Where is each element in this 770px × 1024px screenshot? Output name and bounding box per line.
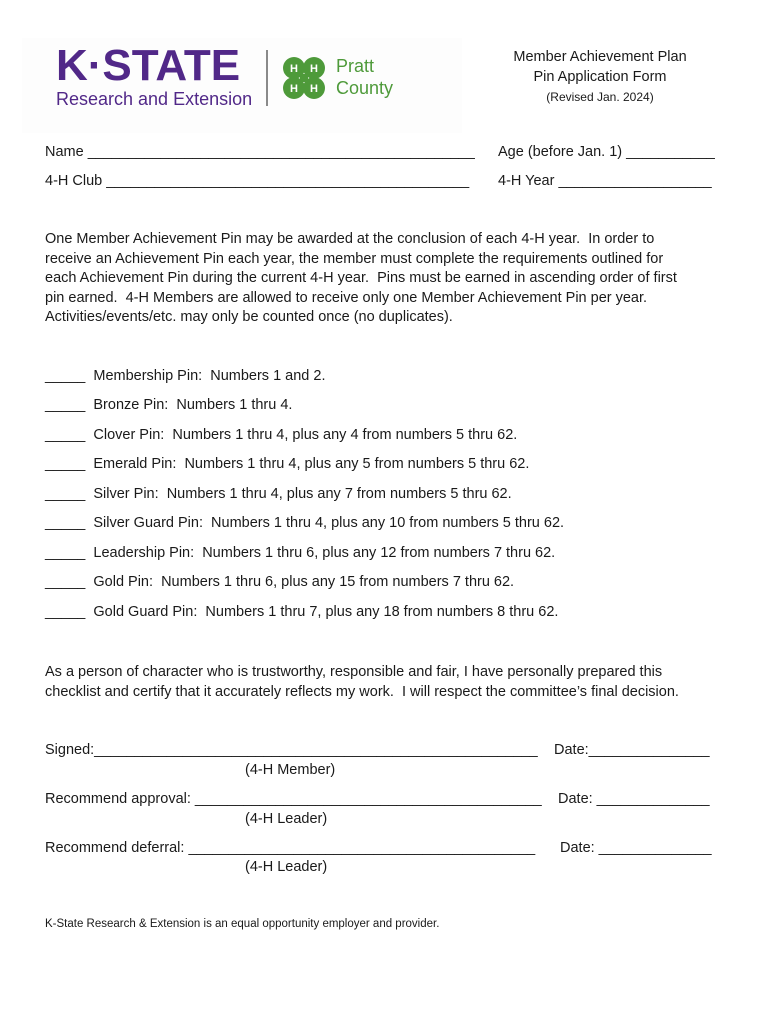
pin-item-emerald[interactable]: _____ Emerald Pin: Numbers 1 thru 4, plus any 5 from numbers 5 thru 62. [45, 456, 530, 472]
4h-clover-icon [276, 50, 332, 106]
form-title-line-2: Pin Application Form [533, 69, 667, 85]
pin-item-clover[interactable]: _____ Clover Pin: Numbers 1 thru 4, plus any 4 from numbers 5 thru 62. [45, 427, 518, 443]
form-title-line-1: Member Achievement Plan [513, 49, 687, 65]
svg-text:H: H [290, 83, 298, 95]
logo-divider [266, 50, 268, 106]
signed-role-label: (4-H Member) [245, 762, 336, 778]
intro-line: receive an Achievement Pin each year, the member must complete the requirements outlined for [45, 250, 664, 267]
certify-paragraph [45, 663, 735, 702]
pin-item-membership[interactable]: _____ Membership Pin: Numbers 1 and 2. [45, 368, 326, 384]
approval-date-field[interactable]: Date: ______________ [558, 791, 710, 807]
pin-item-gold[interactable]: _____ Gold Pin: Numbers 1 thru 6, plus any 15 from numbers 7 thru 62. [45, 574, 515, 590]
county-name [336, 55, 393, 99]
intro-line: Activities/events/etc. may only be counted once (no duplicates). [45, 309, 453, 325]
county-line-2: County [336, 78, 394, 98]
kstate-logo-text: K·STATE [56, 41, 241, 90]
intro-line: pin earned. 4-H Members are allowed to receive only one Member Achievement Pin per year. [45, 289, 648, 306]
deferral-role-label: (4-H Leader) [245, 859, 328, 875]
certify-line: As a person of character who is trustworthy, responsible and fair, I have personally prepared this [45, 664, 663, 680]
age-field[interactable]: Age (before Jan. 1) ___________ [498, 144, 715, 160]
pin-item-bronze[interactable]: _____ Bronze Pin: Numbers 1 thru 4. [45, 397, 293, 413]
approval-role-label: (4-H Leader) [245, 811, 328, 827]
certify-line: checklist and certify that it accurately reflects my work. I will respect the committee’s final decision. [45, 683, 679, 700]
intro-line: One Member Achievement Pin may be awarded at the conclusion of each 4-H year. In order to [45, 231, 655, 247]
form-title [490, 47, 710, 107]
footer-disclaimer: K-State Research & Extension is an equal opportunity employer and provider. [45, 918, 440, 930]
svg-text:H: H [310, 83, 318, 95]
signed-date-field[interactable]: Date:_______________ [554, 742, 710, 758]
approval-field[interactable]: Recommend approval: ___________________________________________ [45, 791, 542, 807]
revised-date: (Revised Jan. 2024) [546, 90, 654, 104]
pin-item-silver-guard[interactable]: _____ Silver Guard Pin: Numbers 1 thru 4, plus any 10 from numbers 5 thru 62. [45, 515, 565, 531]
intro-line: each Achievement Pin during the current 4-H year. Pins must be earned in ascending order of first [45, 270, 677, 286]
deferral-field[interactable]: Recommend deferral: ___________________________________________ [45, 840, 536, 856]
year-field[interactable]: 4-H Year ___________________ [498, 173, 712, 189]
county-line-1: Pratt [336, 56, 375, 76]
intro-paragraph [45, 230, 735, 328]
pin-item-gold-guard[interactable]: _____ Gold Guard Pin: Numbers 1 thru 7, plus any 18 from numbers 8 thru 62. [45, 604, 559, 620]
club-field[interactable]: 4-H Club _____________________________________________ [45, 173, 470, 189]
pin-item-leadership[interactable]: _____ Leadership Pin: Numbers 1 thru 6, plus any 12 from numbers 7 thru 62. [45, 545, 556, 561]
svg-text:H: H [290, 63, 298, 75]
signed-field[interactable]: Signed:_______________________________________________________ [45, 742, 538, 758]
pin-item-silver[interactable]: _____ Silver Pin: Numbers 1 thru 4, plus any 7 from numbers 5 thru 62. [45, 486, 512, 502]
deferral-date-field[interactable]: Date: ______________ [560, 840, 712, 856]
kstate-logo-subtitle: Research and Extension [56, 89, 253, 109]
name-field[interactable]: Name ________________________________________________ [45, 144, 475, 160]
svg-text:H: H [310, 63, 318, 75]
